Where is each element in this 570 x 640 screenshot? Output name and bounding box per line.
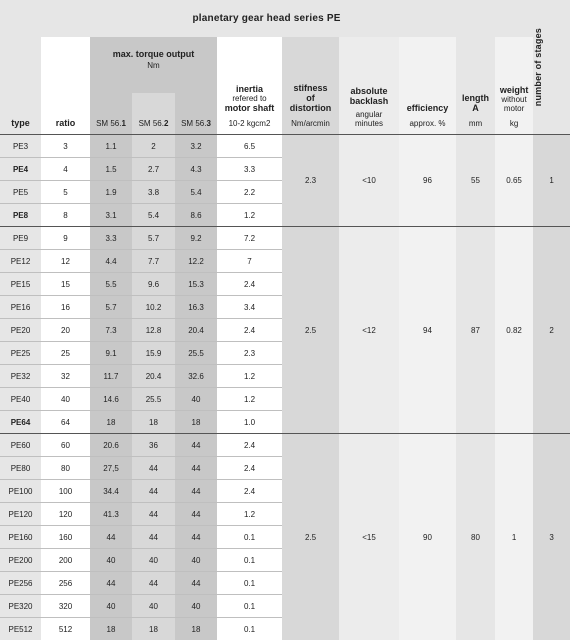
cell-sm2: 3.8	[148, 188, 159, 197]
cell-ratio: 3	[63, 142, 67, 151]
cell-sm2: 40	[149, 602, 158, 611]
cell-ratio: 25	[61, 349, 70, 358]
cell-sm1: 18	[107, 625, 116, 634]
cell-sm2: 2	[151, 142, 155, 151]
header-stiffness-1: stifness	[282, 83, 339, 93]
cell-stages: 2	[549, 326, 553, 335]
header-type: type	[11, 118, 30, 128]
cell-ratio: 20	[61, 326, 70, 335]
cell-type: PE100	[8, 487, 32, 496]
cell-ratio: 512	[59, 625, 72, 634]
header-stiffness-unit: Nm/arcmin	[282, 119, 339, 128]
cell-sm1: 20.6	[103, 441, 119, 450]
cell-sm3: 12.2	[188, 257, 204, 266]
cell-sm1: 1.9	[105, 188, 116, 197]
cell-inertia: 2.4	[244, 487, 255, 496]
cell-type: PE256	[8, 579, 32, 588]
header-sm56-3: SM 56.3	[175, 93, 217, 135]
cell-ratio: 80	[61, 464, 70, 473]
cell-sm3: 8.6	[190, 211, 201, 220]
cell-sm1: 44	[107, 533, 116, 542]
cell-sm3: 44	[192, 510, 201, 519]
cell-sm2: 25.5	[146, 395, 162, 404]
header-sm56-1: SM 56.1	[90, 93, 132, 135]
cell-inertia: 3.3	[244, 165, 255, 174]
cell-inertia: 7.2	[244, 234, 255, 243]
cell-ratio: 256	[59, 579, 72, 588]
cell-sm1: 3.1	[105, 211, 116, 220]
cell-sm3: 44	[192, 579, 201, 588]
cell-sm3: 40	[192, 602, 201, 611]
cell-sm3: 5.4	[190, 188, 201, 197]
cell-sm3: 20.4	[188, 326, 204, 335]
header-stages: number of stages	[533, 28, 543, 106]
cell-sm2: 7.7	[148, 257, 159, 266]
header-weight-unit: kg	[495, 119, 533, 128]
cell-sm3: 18	[192, 418, 201, 427]
cell-sm1: 5.7	[105, 303, 116, 312]
cell-sm3: 16.3	[188, 303, 204, 312]
cell-inertia: 0.1	[244, 579, 255, 588]
cell-sm3: 4.3	[190, 165, 201, 174]
cell-weight: 1	[512, 533, 516, 542]
table-title: planetary gear head series PE	[0, 0, 533, 37]
cell-type: PE9	[13, 234, 28, 243]
cell-inertia: 0.1	[244, 625, 255, 634]
cell-ratio: 120	[59, 510, 72, 519]
header-backlash-sub1: angular	[339, 110, 399, 119]
cell-sm3: 44	[192, 487, 201, 496]
header-inertia-title: inertia	[217, 84, 282, 94]
cell-sm2: 9.6	[148, 280, 159, 289]
cell-type: PE512	[8, 625, 32, 634]
cell-sm2: 36	[149, 441, 158, 450]
stage-group-1	[0, 135, 570, 227]
cell-efficiency: 96	[423, 176, 432, 185]
cell-type: PE5	[13, 188, 28, 197]
cell-type: PE120	[8, 510, 32, 519]
cell-backlash: <15	[362, 533, 376, 542]
cell-inertia: 0.1	[244, 556, 255, 565]
header-stiffness-3: distortion	[282, 103, 339, 113]
cell-sm3: 18	[192, 625, 201, 634]
cell-stiffness: 2.3	[305, 176, 316, 185]
cell-ratio: 15	[61, 280, 70, 289]
cell-efficiency: 90	[423, 533, 432, 542]
cell-ratio: 60	[61, 441, 70, 450]
cell-type: PE40	[11, 395, 31, 404]
cell-inertia: 0.1	[244, 533, 255, 542]
cell-backlash: <10	[362, 176, 376, 185]
cell-sm1: 40	[107, 602, 116, 611]
header-weight: weight	[495, 85, 533, 95]
cell-sm1: 1.1	[105, 142, 116, 151]
cell-inertia: 2.4	[244, 326, 255, 335]
cell-weight: 0.82	[506, 326, 522, 335]
header-inertia-unit: 10-2 kgcm2	[217, 119, 282, 128]
cell-type: PE32	[11, 372, 31, 381]
cell-ratio: 9	[63, 234, 67, 243]
cell-ratio: 8	[63, 211, 67, 220]
cell-inertia: 0.1	[244, 602, 255, 611]
stage-group-2	[0, 227, 570, 434]
cell-type: PE60	[11, 441, 31, 450]
cell-sm3: 44	[192, 464, 201, 473]
header-backlash-1: absolute	[339, 86, 399, 96]
cell-type: PE20	[11, 326, 31, 335]
cell-ratio: 16	[61, 303, 70, 312]
cell-ratio: 5	[63, 188, 67, 197]
cell-type: PE160	[8, 533, 32, 542]
cell-sm3: 15.3	[188, 280, 204, 289]
cell-sm1: 18	[107, 418, 116, 427]
cell-sm1: 9.1	[105, 349, 116, 358]
cell-sm1: 7.3	[105, 326, 116, 335]
header-length-2: A	[456, 103, 495, 113]
cell-inertia: 2.4	[244, 280, 255, 289]
cell-sm1: 11.7	[104, 372, 119, 381]
cell-inertia: 2.4	[244, 441, 255, 450]
cell-sm3: 44	[192, 533, 201, 542]
cell-sm2: 44	[149, 579, 158, 588]
stage-group-3	[0, 434, 570, 640]
header-inertia-sub2: motor shaft	[217, 103, 282, 113]
cell-sm2: 40	[149, 556, 158, 565]
cell-inertia: 1.2	[244, 510, 255, 519]
cell-type: PE8	[13, 211, 28, 220]
cell-sm1: 44	[107, 579, 116, 588]
cell-inertia: 7	[247, 257, 251, 266]
table-header	[0, 0, 570, 135]
cell-sm1: 5.5	[105, 280, 116, 289]
cell-sm2: 5.4	[148, 211, 159, 220]
cell-sm2: 44	[149, 533, 158, 542]
cell-inertia: 2.2	[244, 188, 255, 197]
cell-inertia: 1.2	[244, 211, 255, 220]
header-torque-title: max. torque output	[90, 49, 217, 59]
cell-sm3: 25.5	[188, 349, 204, 358]
cell-stiffness: 2.5	[305, 326, 316, 335]
header-backlash-2: backlash	[339, 96, 399, 106]
header-ratio: ratio	[56, 118, 76, 128]
cell-type: PE25	[11, 349, 31, 358]
cell-stages: 1	[549, 176, 553, 185]
cell-sm1: 40	[107, 556, 116, 565]
header-weight-sub2: motor	[495, 104, 533, 113]
cell-sm1: 3.3	[105, 234, 116, 243]
header-length-1: length	[456, 93, 495, 103]
cell-sm2: 2.7	[148, 165, 159, 174]
cell-ratio: 4	[63, 165, 67, 174]
header-efficiency-unit: approx. %	[399, 119, 456, 128]
header-stiffness-2: of	[282, 93, 339, 103]
cell-ratio: 160	[59, 533, 72, 542]
cell-sm3: 32.6	[188, 372, 204, 381]
header-weight-sub1: without	[495, 95, 533, 104]
cell-weight: 0.65	[506, 176, 522, 185]
cell-inertia: 6.5	[244, 142, 255, 151]
cell-sm1: 14.6	[103, 395, 119, 404]
cell-inertia: 1.2	[244, 372, 255, 381]
cell-length: 55	[471, 176, 480, 185]
cell-sm1: 27,5	[103, 464, 119, 473]
cell-backlash: <12	[362, 326, 376, 335]
cell-sm2: 18	[149, 625, 158, 634]
cell-ratio: 12	[61, 257, 70, 266]
cell-stages: 3	[549, 533, 553, 542]
cell-ratio: 320	[59, 602, 72, 611]
cell-type: PE15	[11, 280, 31, 289]
cell-inertia: 1.0	[244, 418, 255, 427]
cell-efficiency: 94	[423, 326, 432, 335]
header-length-unit: mm	[456, 119, 495, 128]
cell-type: PE12	[11, 257, 31, 266]
cell-ratio: 64	[61, 418, 70, 427]
cell-type: PE16	[11, 303, 31, 312]
cell-inertia: 2.3	[244, 349, 255, 358]
cell-inertia: 1.2	[244, 395, 255, 404]
header-inertia-sub1: refered to	[217, 94, 282, 103]
cell-sm2: 44	[149, 487, 158, 496]
cell-sm2: 5.7	[148, 234, 159, 243]
cell-sm2: 44	[149, 464, 158, 473]
cell-sm2: 20.4	[146, 372, 162, 381]
cell-ratio: 32	[61, 372, 70, 381]
header-sm56-2: SM 56.2	[132, 93, 175, 135]
cell-sm3: 40	[192, 556, 201, 565]
header-torque-unit: Nm	[90, 61, 217, 70]
cell-ratio: 100	[59, 487, 72, 496]
cell-sm1: 4.4	[105, 257, 116, 266]
cell-type: PE320	[8, 602, 32, 611]
cell-type: PE4	[13, 165, 28, 174]
header-backlash-sub2: minutes	[339, 119, 399, 128]
cell-sm2: 12.8	[146, 326, 162, 335]
cell-sm1: 41.3	[103, 510, 119, 519]
cell-ratio: 40	[61, 395, 70, 404]
cell-length: 80	[471, 533, 480, 542]
cell-type: PE64	[11, 418, 31, 427]
cell-sm3: 9.2	[190, 234, 201, 243]
cell-sm3: 44	[192, 441, 201, 450]
cell-length: 87	[471, 326, 480, 335]
cell-sm2: 44	[149, 510, 158, 519]
header-efficiency: efficiency	[399, 103, 456, 113]
cell-sm2: 10.2	[146, 303, 162, 312]
cell-sm1: 34.4	[103, 487, 119, 496]
cell-sm2: 15.9	[146, 349, 162, 358]
cell-inertia: 2.4	[244, 464, 255, 473]
cell-inertia: 3.4	[244, 303, 255, 312]
cell-type: PE3	[13, 142, 28, 151]
cell-type: PE200	[8, 556, 32, 565]
cell-ratio: 200	[59, 556, 72, 565]
cell-sm1: 1.5	[105, 165, 116, 174]
cell-sm3: 3.2	[190, 142, 201, 151]
cell-sm3: 40	[192, 395, 201, 404]
cell-stiffness: 2.5	[305, 533, 316, 542]
cell-sm2: 18	[149, 418, 158, 427]
cell-type: PE80	[11, 464, 31, 473]
